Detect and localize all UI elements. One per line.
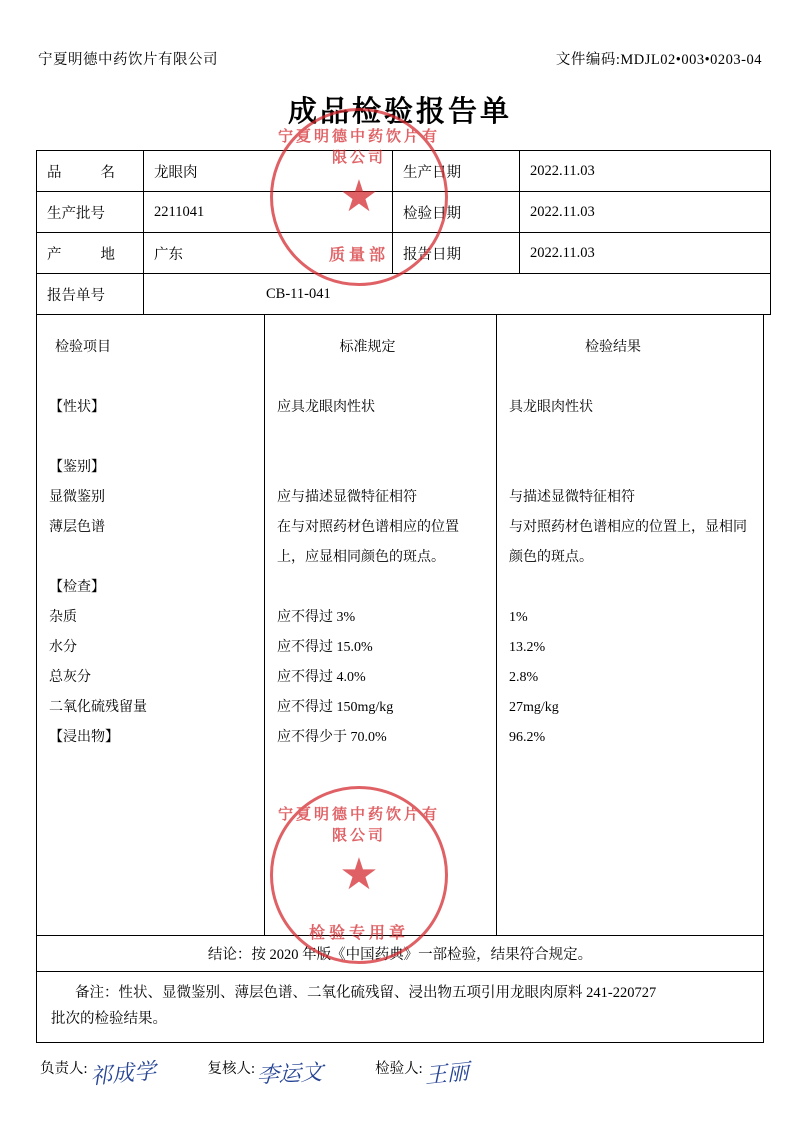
remark-row <box>36 972 764 1043</box>
report-date-value: 2022.11.03 <box>520 233 771 274</box>
row-item-9: 【浸出物】 <box>49 730 119 745</box>
row-standard-8: 应不得过 150mg/kg <box>277 700 394 715</box>
seal-top-text: 宁夏明德中药饮片有限公司 <box>277 129 440 166</box>
row-item-8: 二氧化硫残留量 <box>49 700 147 715</box>
signature-label: 负责人: <box>40 1061 88 1077</box>
signature-handwriting: 王丽 <box>424 1058 469 1089</box>
signature-manager <box>40 1057 156 1088</box>
results-section <box>36 315 764 936</box>
row-standard-3: 在与对照药材色谱相应的位置上，应显相同颜色的斑点。 <box>277 520 459 565</box>
production-date-label: 生产日期 <box>393 151 520 192</box>
batch-label: 生产批号 <box>37 192 144 233</box>
seal-bottom-text: 质量部 <box>328 247 389 264</box>
signature-row <box>36 1057 764 1088</box>
row-standard-5: 应不得过 3% <box>277 610 356 625</box>
doc-number-label: 文件编码: <box>555 52 621 68</box>
row-item-4: 【检查】 <box>49 580 105 595</box>
results-result-column <box>497 315 763 935</box>
row-result-2: 与描述显微特征相符 <box>509 490 635 505</box>
row-result-8: 27mg/kg <box>509 700 559 715</box>
results-item-column <box>37 315 265 935</box>
table-row <box>37 274 771 315</box>
row-item-7: 总灰分 <box>49 670 91 685</box>
signature-label: 复核人: <box>207 1061 256 1077</box>
signature-handwriting: 李运文 <box>256 1059 324 1088</box>
remark-line-2: 批次的检验结果。 <box>51 1011 167 1027</box>
report-no-text: CB-11-041 <box>266 285 331 302</box>
product-name-label: 品 名 <box>37 151 144 192</box>
inspect-date-value: 2022.11.03 <box>520 192 771 233</box>
origin-label: 产 地 <box>37 233 144 274</box>
row-result-6: 13.2% <box>509 640 546 655</box>
row-item-1: 【鉴别】 <box>49 460 105 475</box>
row-item-0: 【性状】 <box>49 400 105 415</box>
row-result-3: 与对照药材色谱相应的位置上，显相同颜色的斑点。 <box>509 520 747 565</box>
report-date-label: 报告日期 <box>393 233 520 274</box>
seal-star-icon: ★ <box>339 172 379 221</box>
remark-line-1: 备注：性状、显微鉴别、薄层色谱、二氧化硫残留、浸出物五项引用龙眼肉原料 241-220727 <box>75 985 657 1001</box>
doc-number <box>556 48 762 69</box>
production-date-value: 2022.11.03 <box>520 151 771 192</box>
row-result-0: 具龙眼肉性状 <box>509 400 593 415</box>
row-standard-6: 应不得过 15.0% <box>277 640 373 655</box>
column-header-result: 检验结果 <box>585 340 641 355</box>
column-header-item: 检验项目 <box>55 340 111 355</box>
results-standard-column <box>265 315 497 935</box>
info-table <box>36 150 771 315</box>
table-row <box>37 192 771 233</box>
conclusion-row: 结论：按 2020 年版《中国药典》一部检验，结果符合规定。 <box>36 936 764 972</box>
inspect-date-label: 检验日期 <box>393 192 520 233</box>
document-header <box>36 48 764 75</box>
table-row <box>37 233 771 274</box>
row-item-2: 显微鉴别 <box>49 490 105 505</box>
signature-handwriting: 祁成学 <box>88 1058 157 1089</box>
row-standard-7: 应不得过 4.0% <box>277 670 366 685</box>
report-no-value <box>144 274 771 315</box>
signature-reviewer <box>208 1057 324 1088</box>
product-name-value: 龙眼肉 <box>144 151 393 192</box>
origin-value: 广东 <box>144 233 393 274</box>
row-result-7: 2.8% <box>509 670 539 685</box>
row-standard-9: 应不得少于 70.0% <box>277 730 387 745</box>
signature-label: 检验人: <box>375 1061 423 1077</box>
row-item-5: 杂质 <box>49 610 77 625</box>
table-row <box>37 151 771 192</box>
seal-top-text: 宁夏明德中药饮片有限公司 <box>277 807 440 844</box>
report-no-label: 报告单号 <box>37 274 144 315</box>
row-item-3: 薄层色谱 <box>49 520 105 535</box>
seal-star-icon: ★ <box>339 850 379 899</box>
signature-inspector <box>375 1057 469 1088</box>
doc-number-value: MDJL02•003•0203-04 <box>620 52 762 68</box>
column-header-standard: 标准规定 <box>339 340 396 355</box>
company-name: 宁夏明德中药饮片有限公司 <box>38 52 218 68</box>
row-item-6: 水分 <box>49 640 77 655</box>
page-title: 成品检验报告单 <box>287 96 512 128</box>
row-standard-2: 应与描述显微特征相符 <box>277 490 417 505</box>
row-standard-0: 应具龙眼肉性状 <box>277 400 375 415</box>
row-result-9: 96.2% <box>509 730 546 745</box>
row-result-5: 1% <box>509 610 528 625</box>
seal-bottom-text: 检验专用章 <box>308 925 409 942</box>
batch-value: 2211041 <box>144 192 393 233</box>
